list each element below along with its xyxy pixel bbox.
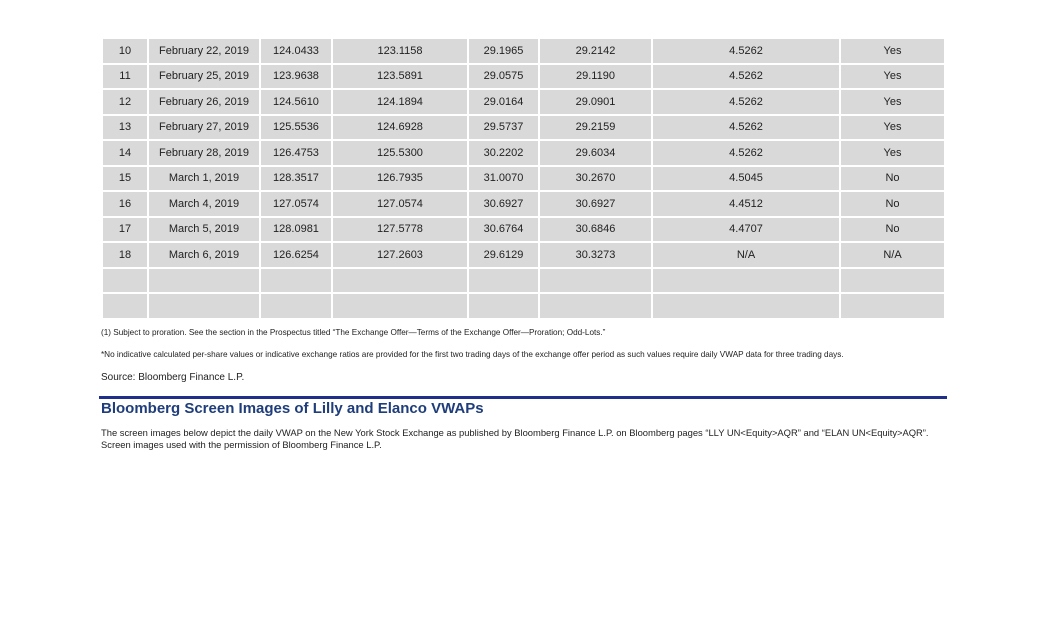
cell-limit xyxy=(841,269,944,293)
body-line-1: The screen images below depict the daily VWAP on the New York Stock Exchange as published by Bloomberg Finance L.P. on Bloomberg pages “LLY UN<Equity>AQR” and “ELAN UN<Equity>AQR”. xyxy=(101,427,929,438)
cell-elan-vwap: 29.0164 xyxy=(469,90,538,114)
cell-lly-vwap: 126.6254 xyxy=(261,243,331,267)
cell-limit: N/A xyxy=(841,243,944,267)
cell-lly-avg: 126.7935 xyxy=(333,167,467,191)
cell-day: 13 xyxy=(103,116,147,140)
cell-date: March 4, 2019 xyxy=(149,192,259,216)
cell-elan-avg: 29.2142 xyxy=(540,39,651,63)
table-row xyxy=(103,269,944,293)
cell-day: 11 xyxy=(103,65,147,89)
cell-exchange-ratio xyxy=(653,269,839,293)
cell-exchange-ratio: 4.4707 xyxy=(653,218,839,242)
cell-elan-avg: 29.2159 xyxy=(540,116,651,140)
section-body xyxy=(101,427,951,451)
cell-elan-vwap: 29.1965 xyxy=(469,39,538,63)
cell-day: 14 xyxy=(103,141,147,165)
cell-elan-avg: 30.6927 xyxy=(540,192,651,216)
cell-exchange-ratio: 4.5262 xyxy=(653,141,839,165)
cell-date xyxy=(149,269,259,293)
cell-date: February 25, 2019 xyxy=(149,65,259,89)
cell-elan-vwap xyxy=(469,269,538,293)
cell-lly-vwap: 126.4753 xyxy=(261,141,331,165)
cell-lly-avg xyxy=(333,294,467,318)
cell-lly-avg: 127.0574 xyxy=(333,192,467,216)
cell-limit: No xyxy=(841,218,944,242)
cell-elan-avg: 30.3273 xyxy=(540,243,651,267)
cell-elan-avg xyxy=(540,294,651,318)
cell-exchange-ratio xyxy=(653,294,839,318)
cell-limit: Yes xyxy=(841,65,944,89)
table-row xyxy=(103,167,944,191)
cell-limit: No xyxy=(841,192,944,216)
cell-lly-vwap: 128.0981 xyxy=(261,218,331,242)
cell-lly-avg: 127.5778 xyxy=(333,218,467,242)
cell-limit: Yes xyxy=(841,141,944,165)
cell-lly-avg: 124.6928 xyxy=(333,116,467,140)
cell-elan-avg: 29.0901 xyxy=(540,90,651,114)
cell-exchange-ratio: 4.5045 xyxy=(653,167,839,191)
table-row xyxy=(103,141,944,165)
cell-limit: Yes xyxy=(841,90,944,114)
cell-elan-vwap: 29.0575 xyxy=(469,65,538,89)
cell-elan-avg: 29.1190 xyxy=(540,65,651,89)
cell-day: 12 xyxy=(103,90,147,114)
cell-lly-vwap: 124.5610 xyxy=(261,90,331,114)
cell-day: 17 xyxy=(103,218,147,242)
cell-date: February 27, 2019 xyxy=(149,116,259,140)
cell-lly-vwap xyxy=(261,269,331,293)
cell-lly-vwap: 124.0433 xyxy=(261,39,331,63)
source-line: Source: Bloomberg Finance L.P. xyxy=(101,372,245,383)
cell-day xyxy=(103,269,147,293)
table-body xyxy=(103,39,944,318)
cell-exchange-ratio: 4.4512 xyxy=(653,192,839,216)
cell-exchange-ratio: 4.5262 xyxy=(653,39,839,63)
table-row xyxy=(103,192,944,216)
cell-exchange-ratio: N/A xyxy=(653,243,839,267)
table-row xyxy=(103,90,944,114)
cell-day: 10 xyxy=(103,39,147,63)
table-row xyxy=(103,294,944,318)
cell-day: 18 xyxy=(103,243,147,267)
cell-lly-vwap: 125.5536 xyxy=(261,116,331,140)
cell-exchange-ratio: 4.5262 xyxy=(653,90,839,114)
cell-elan-vwap: 31.0070 xyxy=(469,167,538,191)
cell-date: March 5, 2019 xyxy=(149,218,259,242)
cell-lly-vwap: 123.9638 xyxy=(261,65,331,89)
cell-lly-avg: 123.5891 xyxy=(333,65,467,89)
cell-elan-vwap: 30.6764 xyxy=(469,218,538,242)
cell-lly-avg: 125.5300 xyxy=(333,141,467,165)
cell-date: March 1, 2019 xyxy=(149,167,259,191)
cell-elan-vwap: 29.6129 xyxy=(469,243,538,267)
cell-elan-vwap: 30.6927 xyxy=(469,192,538,216)
cell-date: February 28, 2019 xyxy=(149,141,259,165)
cell-limit xyxy=(841,294,944,318)
cell-limit: Yes xyxy=(841,116,944,140)
section-divider xyxy=(99,396,947,399)
cell-date xyxy=(149,294,259,318)
cell-day: 16 xyxy=(103,192,147,216)
cell-date: February 26, 2019 xyxy=(149,90,259,114)
cell-exchange-ratio: 4.5262 xyxy=(653,65,839,89)
cell-limit: Yes xyxy=(841,39,944,63)
footnote-proration: (1) Subject to proration. See the section in the Prospectus titled “The Exchange Offer—Terms of the Exchange Offer—Proration; Odd-Lots.” xyxy=(101,328,606,337)
cell-lly-vwap: 128.3517 xyxy=(261,167,331,191)
cell-day: 15 xyxy=(103,167,147,191)
cell-elan-vwap: 30.2202 xyxy=(469,141,538,165)
table-row xyxy=(103,116,944,140)
cell-elan-vwap: 29.5737 xyxy=(469,116,538,140)
cell-elan-vwap xyxy=(469,294,538,318)
table-row xyxy=(103,218,944,242)
cell-elan-avg: 30.6846 xyxy=(540,218,651,242)
footnote-indicative: *No indicative calculated per-share values or indicative exchange ratios are provided for the first two trading days of the exchange offer period as such values require daily VWAP data for three trading days. xyxy=(101,350,844,359)
table-row xyxy=(103,243,944,267)
cell-limit: No xyxy=(841,167,944,191)
cell-lly-vwap: 127.0574 xyxy=(261,192,331,216)
table-row xyxy=(103,65,944,89)
cell-lly-avg: 127.2603 xyxy=(333,243,467,267)
cell-date: February 22, 2019 xyxy=(149,39,259,63)
table-row xyxy=(103,39,944,63)
section-heading: Bloomberg Screen Images of Lilly and Elanco VWAPs xyxy=(101,400,484,417)
cell-date: March 6, 2019 xyxy=(149,243,259,267)
vwap-table xyxy=(101,37,946,320)
cell-lly-avg: 124.1894 xyxy=(333,90,467,114)
cell-elan-avg xyxy=(540,269,651,293)
cell-elan-avg: 29.6034 xyxy=(540,141,651,165)
cell-lly-avg xyxy=(333,269,467,293)
cell-exchange-ratio: 4.5262 xyxy=(653,116,839,140)
body-line-2: Screen images used with the permission of Bloomberg Finance L.P. xyxy=(101,439,382,450)
cell-lly-vwap xyxy=(261,294,331,318)
cell-lly-avg: 123.1158 xyxy=(333,39,467,63)
cell-day xyxy=(103,294,147,318)
cell-elan-avg: 30.2670 xyxy=(540,167,651,191)
